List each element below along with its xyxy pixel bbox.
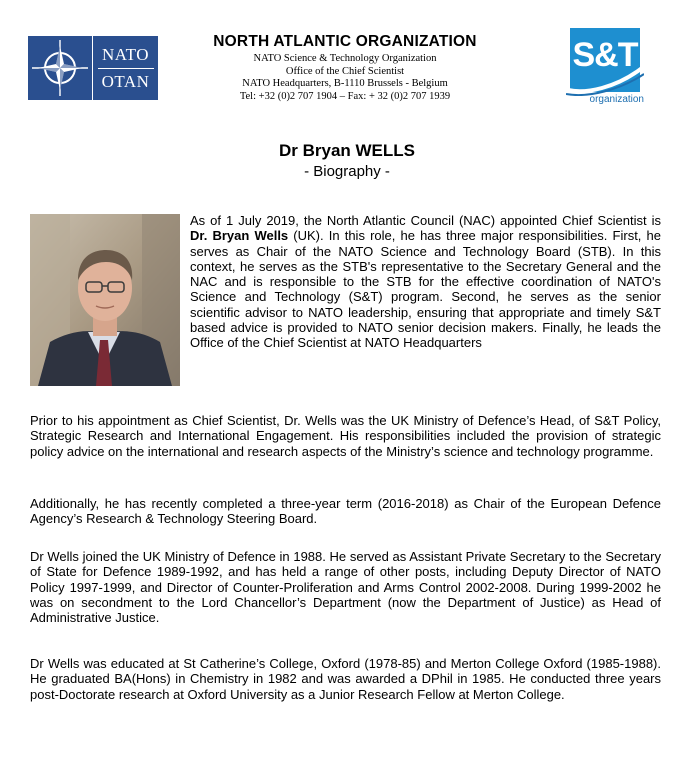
biography-paragraph-education: Dr Wells was educated at St Catherine’s College, Oxford (1978-85) and Merton College Oxford (1985-1988). He graduated BA(Hons) in Chemistry in 1982 and was awarded a DPhil in 1985. He conducted three years post-Doctorate research at Oxford University as a Junior Research Fellow at Merton College. xyxy=(30,656,661,702)
organization-line: Office of the Chief Scientist xyxy=(285,65,405,77)
organization-title: NORTH ATLANTIC ORGANIZATION xyxy=(213,33,477,50)
paragraph-text: As of 1 July 2019, the North Atlantic Council (NAC) appointed Chief Scientist is xyxy=(190,213,661,228)
st-logo-word: organization xyxy=(589,94,644,105)
paragraph-text: (UK). In this role, he has three major responsibilities. First, he serves as Chair of the NATO Science and Technology Board (STB). In this context, he serves as the STB's representative to the Secretary General and the NAC and is responsible to the STB for the effective coordination of NATO's Science and Technology (S&T) program. Second, he serves as the senior scientific advisor to NATO leadership, ensuring that appropriate and timely S&T based advice is provided to NATO senior decision makers. Finally, he leads the Office of the Chief Scientist at NATO Headquarters xyxy=(190,228,661,351)
organization-line: NATO Science & Technology Organization xyxy=(253,53,437,64)
nato-logo-words xyxy=(92,36,158,100)
biography-paragraph-appointment xyxy=(190,213,661,351)
organization-line: NATO Headquarters, B-1110 Brussels - Belgium xyxy=(242,78,448,89)
bold-name-text: Dr. Bryan Wells xyxy=(190,228,289,244)
st-logo-mark: S&T xyxy=(572,36,638,74)
portrait-photo xyxy=(30,214,180,386)
biography-paragraph-eda: Additionally, he has recently completed a three-year term (2016-2018) as Chair of the European Defence Agency’s Research & Technology Steering Board. xyxy=(30,496,661,527)
bio-subtitle: - Biography - xyxy=(304,163,390,180)
organization-header xyxy=(170,33,520,103)
biography-paragraph-prior-role: Prior to his appointment as Chief Scientist, Dr. Wells was the UK Ministry of Defence’s Head, of S&T Policy, Strategic Research and International Engagement. His responsibilities included the provision of strategic policy advice on the international and research aspects of the Ministry’s science and technology programme. xyxy=(30,413,661,459)
organization-line: Tel: +32 (0)2 707 1904 – Fax: + 32 (0)2 707 1939 xyxy=(239,90,451,102)
nato-logo-line2: OTAN xyxy=(101,71,150,91)
nato-logo-line1: NATO xyxy=(101,44,150,64)
nato-compass-rose-icon xyxy=(28,36,92,100)
nato-logo xyxy=(28,36,158,100)
bio-name: Dr Bryan WELLS xyxy=(278,141,416,160)
biography-paragraph-career: Dr Wells joined the UK Ministry of Defence in 1988. He served as Assistant Private Secretary to the Secretary of State for Defence 1989-1992, and has held a range of other posts, including Deputy Director of NATO Policy 1997-1999, and Director of Counter-Proliferation and Arms Control 2002-2008. During 1999-2002 he was on secondment to the Lord Chancellor’s Department (now the Department of Justice) as Head of Administrative Justice. xyxy=(30,549,661,626)
st-organization-logo xyxy=(566,28,644,108)
